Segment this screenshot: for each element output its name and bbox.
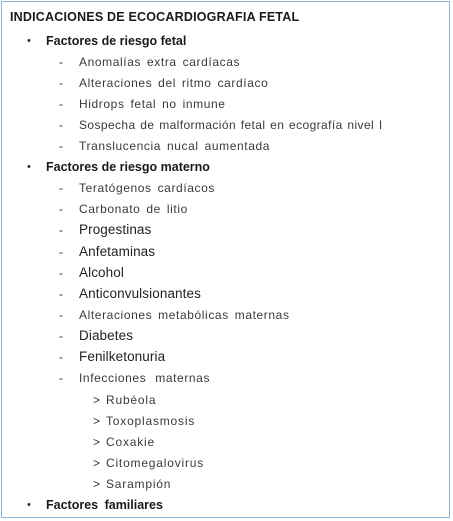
list-item [2,242,449,263]
list-item [2,94,449,115]
section-family-factors [2,495,449,516]
dash-marker: - [59,350,63,364]
item-label: Progestinas [79,222,152,237]
item-label: Teratógenos cardíacos [79,181,216,195]
list-item [2,220,449,241]
section-label: Factores de riesgo fetal [46,34,187,48]
dash-marker: - [59,181,63,195]
list-item [2,263,449,284]
dash-marker: - [59,266,63,280]
item-label: Alteraciones metabólicas maternas [79,308,290,322]
list-item [2,52,449,73]
item-label: Carbonato de litio [79,202,188,216]
bullet-icon: • [27,499,31,511]
dash-marker: - [59,223,63,237]
sub-item-label: Toxoplasmosis [106,414,196,428]
arrow-marker: > [93,456,101,470]
section-label: Factores familiares [46,498,163,512]
dash-marker: - [59,76,63,90]
dash-marker: - [59,371,63,385]
arrow-marker: > [93,435,101,449]
list-item [2,305,449,326]
sub-item-label: Citomegalovirus [106,456,205,470]
item-label: Fenilketonuria [79,349,166,364]
item-label: Translucencia nucal aumentada [79,139,271,153]
section-fetal-risk [2,31,449,52]
list-item [2,115,449,136]
sub-item-label: Sarampión [106,477,172,491]
dash-marker: - [59,202,63,216]
list-item [2,368,449,389]
list-item [2,199,449,220]
item-label: Hidrops fetal no inmune [79,97,226,111]
item-label: Sospecha de malformación fetal en ecografía nivel I [79,118,383,132]
list-item [2,326,449,347]
section-label: Factores de riesgo materno [46,160,210,174]
dash-marker: - [59,329,63,343]
dash-marker: - [59,118,63,132]
list-item [2,347,449,368]
arrow-marker: > [93,414,101,428]
sub-list-item [2,432,449,453]
sub-item-label: Coxakie [106,435,155,449]
sub-list-item [2,474,449,495]
dash-marker: - [59,139,63,153]
item-label: Anfetaminas [79,244,156,259]
arrow-marker: > [93,393,101,407]
list-item [2,284,449,305]
sub-list-item [2,453,449,474]
bullet-icon: • [27,161,31,173]
indications-panel [1,1,450,518]
sub-list-item [2,390,449,411]
item-label: Anomalías extra cardíacas [79,55,241,69]
item-label: Anticonvulsionantes [79,286,201,301]
list-item [2,136,449,157]
section-maternal-risk [2,157,449,178]
dash-marker: - [59,287,63,301]
list-item [2,178,449,199]
sub-item-label: Rubéola [106,393,157,407]
item-label: Alteraciones del ritmo cardíaco [79,76,269,90]
bullet-icon: • [27,35,31,47]
dash-marker: - [59,97,63,111]
item-label: Diabetes [79,328,134,343]
item-label: Alcohol [79,265,124,280]
item-label: Infecciones maternas [79,371,211,385]
sub-list-item [2,411,449,432]
dash-marker: - [59,308,63,322]
dash-marker: - [59,245,63,259]
panel-title: INDICACIONES DE ECOCARDIOGRAFIA FETAL [10,10,300,24]
dash-marker: - [59,55,63,69]
arrow-marker: > [93,477,101,491]
list-item [2,73,449,94]
